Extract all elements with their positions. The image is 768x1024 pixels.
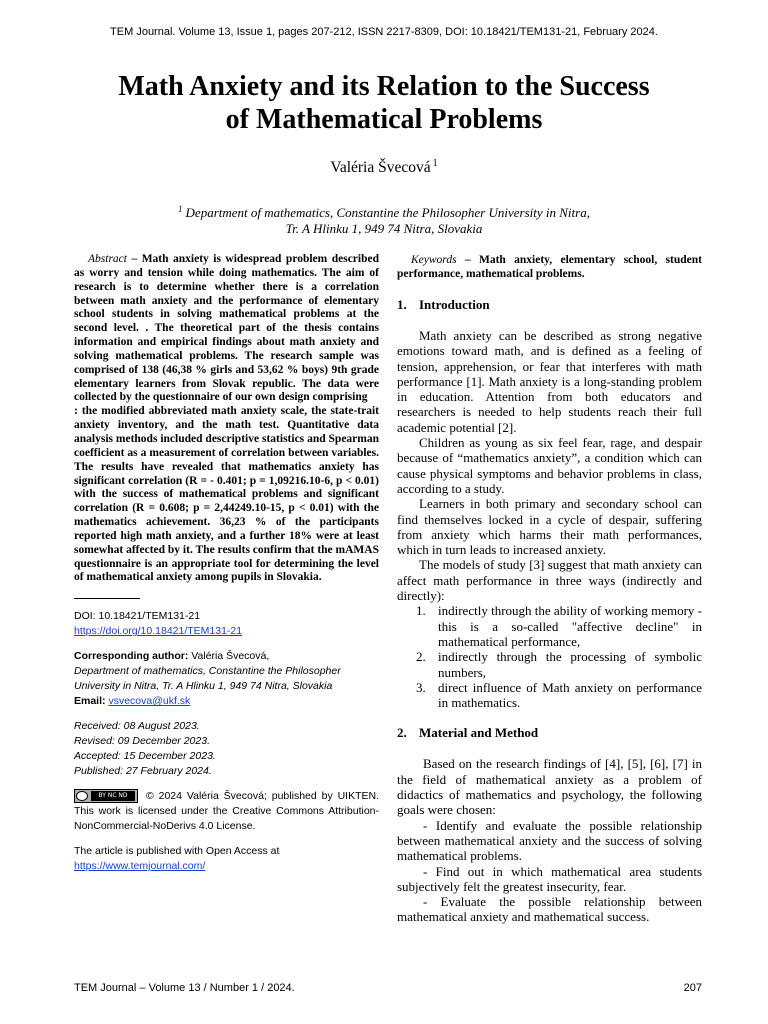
corresponding-author-department: Department of mathematics, Constantine the Philosopher University in Nitra, Tr. A Hlinku 1, 949 74 Nitra, Slovakia xyxy=(74,665,341,693)
footnote-divider xyxy=(74,598,140,599)
method-paragraph-1: Based on the research findings of [4], [5], [6], [7] in the field of mathematical anxiety as a problem of didactics of mathematics and psychology, the following goals were chosen: xyxy=(397,756,702,818)
creative-commons-license-icon[interactable] xyxy=(74,789,138,803)
right-column xyxy=(397,253,702,925)
author-name: Valéria Švecová xyxy=(330,159,431,176)
title-line-2: of Mathematical Problems xyxy=(225,104,543,135)
article-dates xyxy=(74,719,379,779)
keywords-body: – Math anxiety, elementary school, student performance, mathematical problems. xyxy=(397,254,703,280)
section-title: Introduction xyxy=(419,297,490,312)
intro-paragraph-3: Learners in both primary and secondary school can find themselves locked in a cycle of despair, suffering from anxiety which harms their math performances, which in turn leads to increased anxiety. xyxy=(397,496,702,558)
abstract-continuation: : the modified abbreviated math anxiety scale, the state-trait anxiety inventory, and the math test. Quantitative data analysis methods included descriptive statistics and Spearman coefficient as a measurement of correlation between variables. The results have revealed that mathematics anxiety has significant correlation (R = - 0.401; p = 1,09216.10-6, p < 0.01) with the success of mathematical problems and significant correlation (R = 0.608; p = 2,44249.10-15, p < 0.01) with the mathematics achievement. 36,23 % of the participants reported high math anxiety, and a further 18% were at least somewhat affected by it. The results confirm that the mAMAS questionnaire is an appropriate tool for determining the level of mathematical anxiety among pupils in Slovakia. xyxy=(74,405,379,584)
numbered-list xyxy=(397,603,702,710)
intro-paragraph-1: Math anxiety can be described as strong negative emotions toward math, and is defined as a feeling of tension, apprehension, or fear that interferes with math performance [1]. Math anxiety is a long-standing problem in education. Attention from both educators and researchers is needed to help students reach their full academic potential [2]. xyxy=(397,328,702,435)
affiliation-marker: 1 xyxy=(178,204,183,214)
abstract xyxy=(74,253,379,585)
running-footer xyxy=(74,982,702,994)
section-heading-material-and-method xyxy=(397,725,702,741)
list-item: 3. direct influence of Math anxiety on performance in mathematics. xyxy=(416,679,702,711)
license-text xyxy=(74,789,379,834)
section-heading-introduction xyxy=(397,297,702,313)
author-line xyxy=(0,158,768,177)
cc-badge-label: BY NC ND xyxy=(91,791,135,801)
intro-paragraph-4: The models of study [3] suggest that math anxiety can affect math performance in three ways (indirectly and directly): xyxy=(397,557,702,604)
open-access-text: The article is published with Open Access at xyxy=(74,845,280,858)
goal-1: - Identify and evaluate the possible relationship between mathematical anxiety and the success of solving mathematical problems. xyxy=(397,817,702,864)
affiliation-line-1: Department of mathematics, Constantine the Philosopher University in Nitra, xyxy=(185,205,590,220)
corresponding-author-name: Valéria Švecová, xyxy=(191,650,270,663)
affiliation-line-2: Tr. A Hlinku 1, 949 74 Nitra, Slovakia xyxy=(285,220,483,236)
affiliation xyxy=(0,202,768,236)
list-item: 1. indirectly through the ability of working memory - this is a so-called "affective decline" in mathematical performance, xyxy=(416,603,702,649)
page-number: 207 xyxy=(683,982,702,994)
license-statement: © 2024 Valéria Švecová; published by UIKTEN. This work is licensed under the Creative Commons Attribution-NonCommercial-NoDerivs 4.0 License. xyxy=(74,790,379,833)
corresponding-author-label: Corresponding author: xyxy=(74,650,189,663)
doi-text: DOI: 10.18421/TEM131-21 xyxy=(74,610,201,623)
section-number: 2. xyxy=(397,725,407,741)
intro-paragraph-2: Children as young as six feel fear, rage, and despair because of “mathematics anxiety”, a condition which can cause physical symptoms and behavior problems in class, according to a study. xyxy=(397,435,702,496)
abstract-label: Abstract xyxy=(88,253,127,265)
list-item: 2. indirectly through the processing of symbolic numbers, xyxy=(416,649,702,680)
keywords xyxy=(397,253,702,281)
email-link[interactable]: vsvecova@ukf.sk xyxy=(108,695,191,708)
goal-2: - Find out in which mathematical area students subjectively felt the greatest insecurity, fear. xyxy=(397,863,702,894)
email-line xyxy=(74,694,379,709)
open-access-link[interactable]: https://www.temjournal.com/ xyxy=(74,860,206,873)
section-title: Material and Method xyxy=(419,725,539,741)
accepted-date: Accepted: 15 December 2023. xyxy=(74,750,216,763)
corresponding-author xyxy=(74,649,379,664)
running-header: TEM Journal. Volume 13, Issue 1, pages 207-212, ISSN 2217-8309, DOI: 10.18421/TEM131-21, February 2024. xyxy=(110,26,658,38)
received-date: Received: 08 August 2023. xyxy=(74,720,200,733)
published-date: Published: 27 February 2024. xyxy=(74,765,212,778)
doi-link[interactable]: https://doi.org/10.18421/TEM131-21 xyxy=(74,625,243,638)
left-column xyxy=(74,253,379,874)
article-title xyxy=(40,70,728,136)
title-line-1: Math Anxiety and its Relation to the Success xyxy=(118,71,650,102)
footer-journal: TEM Journal – Volume 13 / Number 1 / 2024. xyxy=(74,982,295,994)
keywords-label: Keywords xyxy=(411,254,457,266)
revised-date: Revised: 09 December 2023. xyxy=(74,735,210,748)
email-label: Email: xyxy=(74,695,106,708)
section-number: 1. xyxy=(397,297,407,312)
abstract-body: – Math anxiety is widespread problem described as worry and tension while doing mathematics. The aim of research is to determine whether there is a correlation between math anxiety and the performance of elementary school students in solving mathematical problems at the second level. . The theoretical part of the thesis contains information and empirical findings about math anxiety and solving mathematical problems. The research sample was comprised of 138 (46,38 % girls and 53,62 % boys) 9th grade elementary learners from Slovak republic. The data were collected by the questionnaire of our own design comprising xyxy=(74,253,379,404)
author-affiliation-marker: 1 xyxy=(432,158,438,169)
goal-3: - Evaluate the possible relationship between mathematical anxiety and mathematical success. xyxy=(397,894,702,925)
